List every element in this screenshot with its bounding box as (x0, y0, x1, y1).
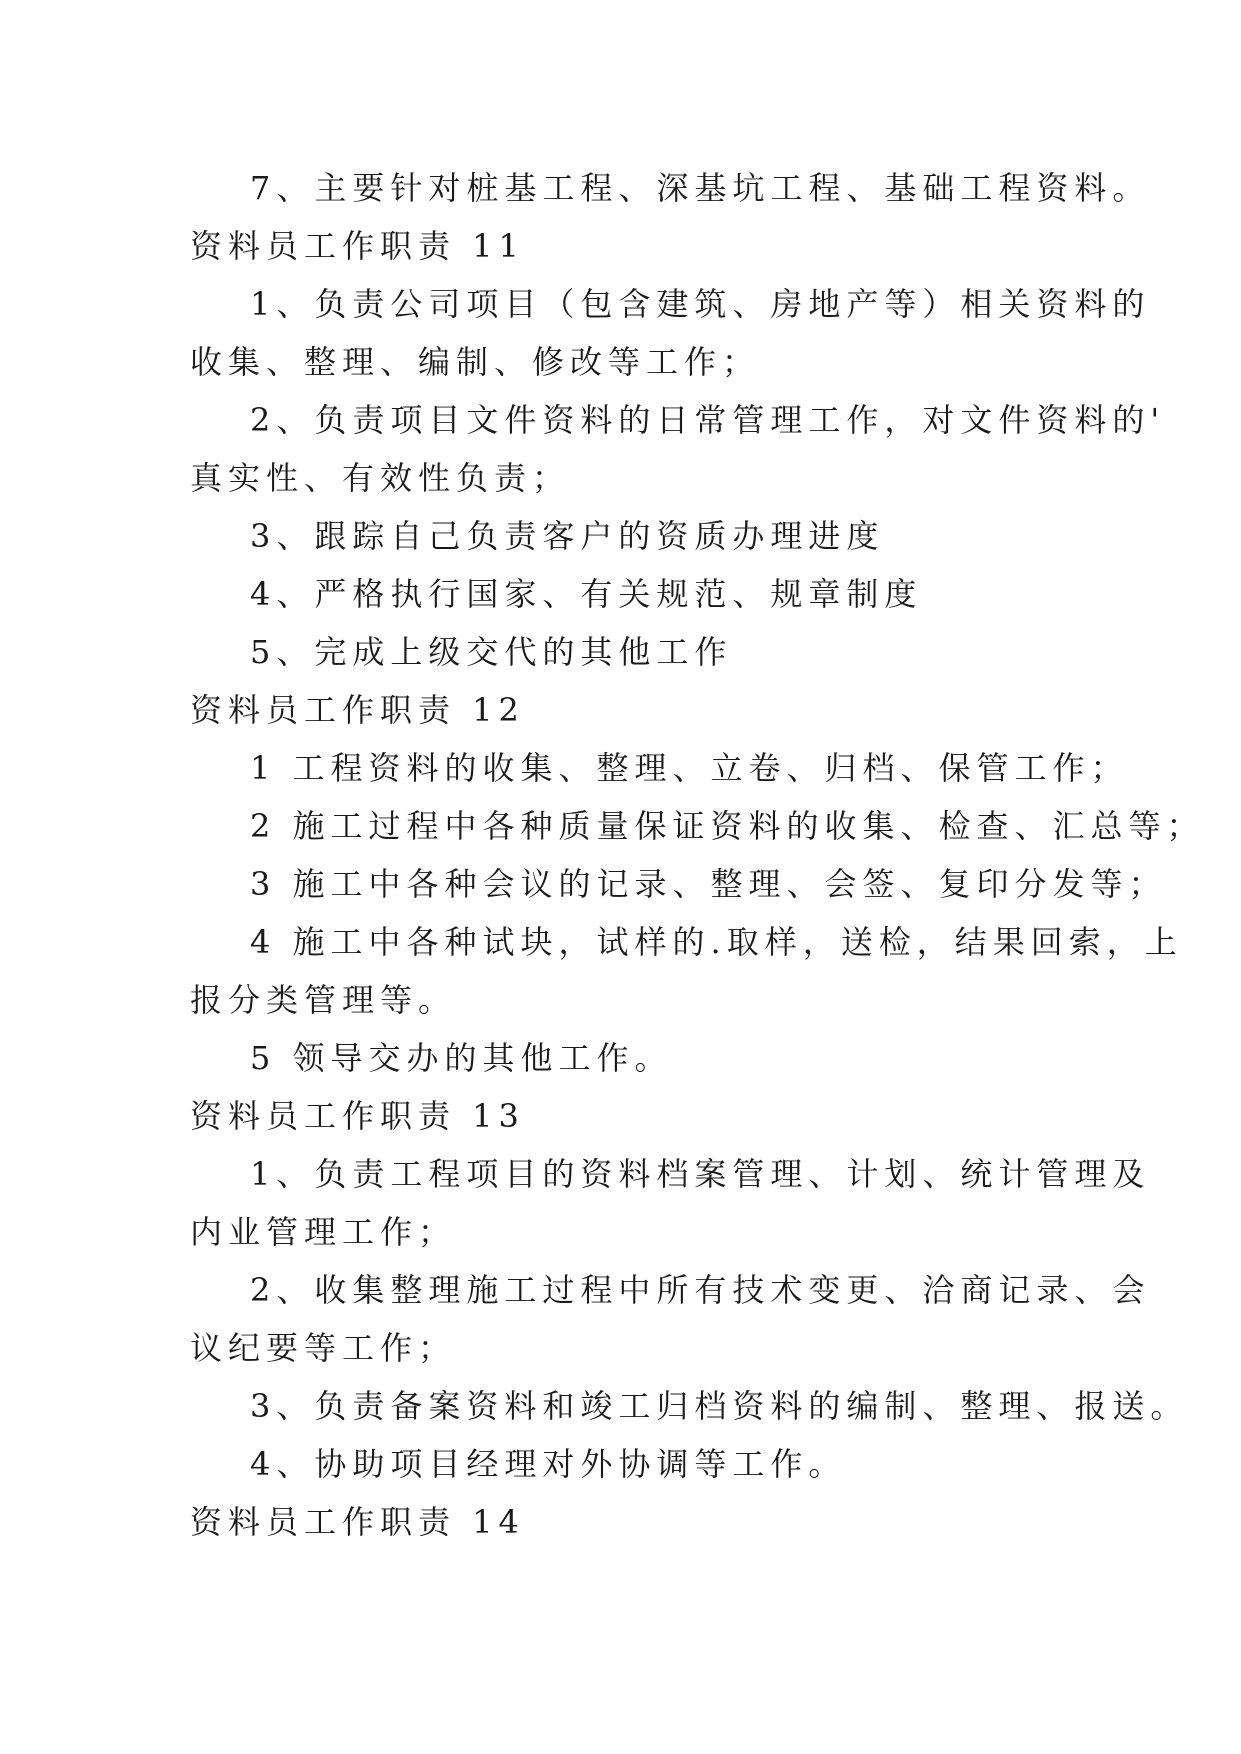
paragraph-line: 议纪要等工作； (190, 1329, 457, 1367)
paragraph-line: 5、完成上级交代的其他工作 (250, 633, 733, 671)
paragraph-line: 2、收集整理施工过程中所有技术变更、洽商记录、会 (250, 1271, 1151, 1309)
paragraph-line: 收集、整理、编制、修改等工作； (190, 343, 761, 381)
paragraph-line: 内业管理工作； (190, 1213, 457, 1251)
paragraph-line: 真实性、有效性负责； (190, 459, 571, 497)
paragraph-line: 3、负责备案资料和竣工归档资料的编制、整理、报送。 (250, 1387, 1189, 1425)
paragraph-line: 3、跟踪自己负责客户的资质办理进度 (250, 517, 885, 555)
paragraph-line: 1 工程资料的收集、整理、立卷、归档、保管工作； (250, 749, 1129, 787)
section-heading: 资料员工作职责 13 (190, 1097, 525, 1135)
paragraph-line: 4、严格执行国家、有关规范、规章制度 (250, 575, 923, 613)
paragraph-line: 报分类管理等。 (190, 981, 457, 1019)
paragraph-line: 2、负责项目文件资料的日常管理工作，对文件资料的' (250, 401, 1166, 439)
paragraph-line: 5 领导交办的其他工作。 (250, 1039, 673, 1077)
paragraph-line: 1、负责公司项目（包含建筑、房地产等）相关资料的 (250, 285, 1151, 323)
paragraph-line: 3 施工中各种会议的记录、整理、会签、复印分发等； (250, 865, 1167, 903)
section-heading: 资料员工作职责 12 (190, 691, 525, 729)
paragraph-line: 4、协助项目经理对外协调等工作。 (250, 1445, 847, 1483)
section-heading: 资料员工作职责 11 (190, 227, 525, 265)
paragraph-line: 7、主要针对桩基工程、深基坑工程、基础工程资料。 (250, 169, 1151, 207)
section-heading: 资料员工作职责 14 (190, 1503, 525, 1541)
paragraph-line: 1、负责工程项目的资料档案管理、计划、统计管理及 (250, 1155, 1151, 1193)
paragraph-line: 4 施工中各种试块，试样的.取样，送检，结果回索，上 (250, 923, 1183, 961)
paragraph-line: 2 施工过程中各种质量保证资料的收集、检查、汇总等； (250, 807, 1205, 845)
